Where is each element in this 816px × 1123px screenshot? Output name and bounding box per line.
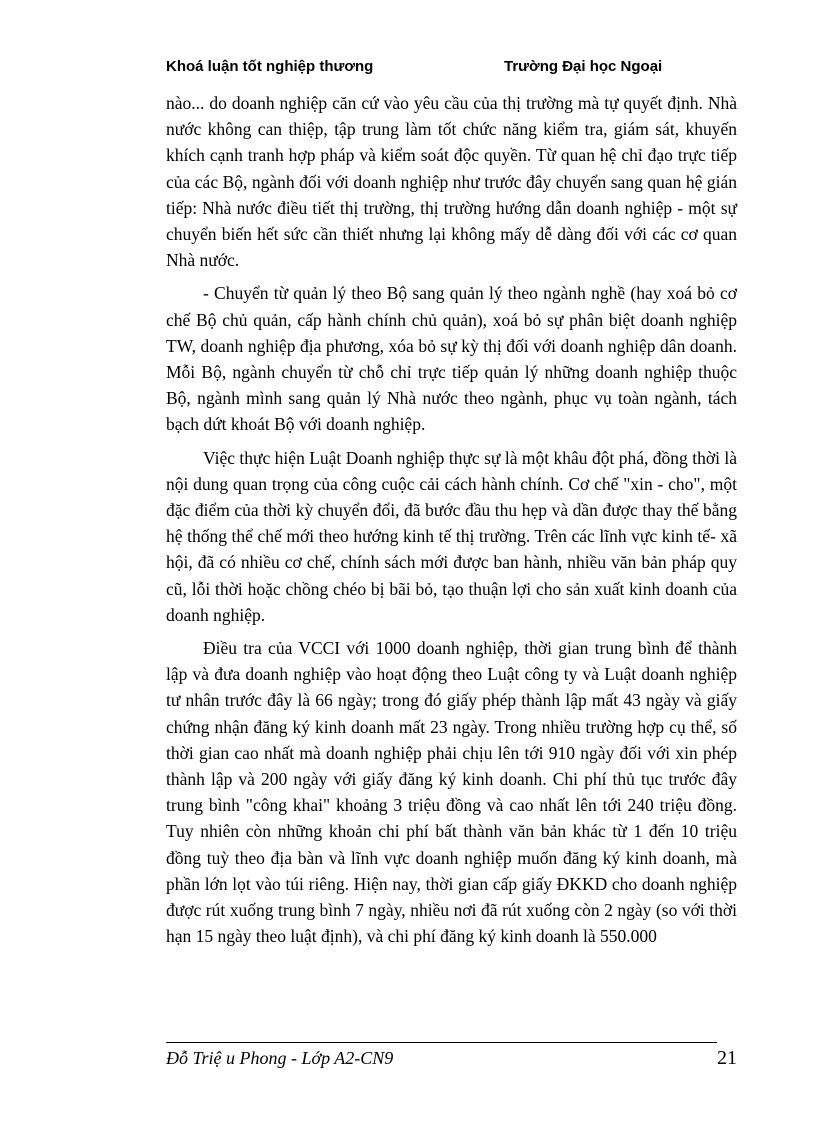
paragraph: Điều tra của VCCI với 1000 doanh nghiệp, thời gian trung bình để thành lập và đưa doanh nghiệp vào hoạt động theo Luật công ty và Luật doanh nghiệp tư nhân trước đây là 66 ngày; trong đó giấy phép thành lập mất 43 ngày và giấy chứng nhận đăng ký kinh doanh mất 23 ngày. Trong nhiều trường hợp cụ thể, số thời gian cao nhất mà doanh nghiệp phải chịu lên tới 910 ngày đối với xin phép thành lập và 200 ngày với giấy đăng ký kinh doanh. Chi phí thủ tục trước đây trung bình "công khai" khoảng 3 triệu đồng và cao nhất lên tới 240 triệu đồng. Tuy nhiên còn những khoản chi phí bất thành văn bản khác từ 1 đến 10 triệu đồng tuỳ theo địa bàn và lĩnh vực doanh nghiệp muốn đăng ký kinh doanh, mà phần lớn lọt vào túi riêng. Hiện nay, thời gian cấp giấy ĐKKD cho doanh nghiệp được rút xuống trung bình 7 ngày, nhiều nơi đã rút xuống còn 2 ngày (so với thời hạn 15 ngày theo luật định), và chi phí đăng ký kinh doanh là 550.000 — [166, 638, 737, 947]
paragraph: - Chuyển từ quản lý theo Bộ sang quản lý theo ngành nghề (hay xoá bỏ cơ chế Bộ chủ quản, cấp hành chính chủ quản), xoá bỏ sự phân biệt doanh nghiệp TW, doanh nghiệp địa phương, xóa bỏ sự kỳ thị đối với doanh nghiệp dân doanh. Mỗi Bộ, ngành chuyển từ chỗ chỉ trực tiếp quản lý những doanh nghiệp thuộc Bộ, ngành mình sang quản lý Nhà nước theo ngành, phục vụ toàn ngành, tách bạch dứt khoát Bộ với doanh nghiệp. — [166, 283, 737, 435]
paragraph: Việc thực hiện Luật Doanh nghiệp thực sự là một khâu đột phá, đồng thời là nội dung quan trọng của công cuộc cải cách hành chính. Cơ chế "xin - cho", một đặc điểm của thời kỳ chuyển đổi, đã bước đầu thu hẹp và dần được thay thế bằng hệ thống thể chế mới theo hướng kinh tế thị trường. Trên các lĩnh vực kinh tế- xã hội, đã có nhiều cơ chế, chính sách mới được ban hành, nhiều văn bản pháp quy cũ, lỗi thời hoặc chồng chéo bị bãi bỏ, tạo thuận lợi cho sản xuất kinh doanh của doanh nghiệp. — [166, 447, 737, 625]
page-footer — [166, 1047, 737, 1069]
document-body — [166, 90, 737, 957]
footer-divider — [166, 1042, 717, 1043]
header-thesis-title: Khoá luận tốt nghiệp thương — [166, 58, 374, 75]
header-university: Trường Đại học Ngoại — [504, 58, 663, 75]
paragraph: nào... do doanh nghiệp căn cứ vào yêu cầu của thị trường mà tự quyết định. Nhà nước không can thiệp, tập trung làm tốt chức năng kiểm tra, giám sát, khuyến khích cạnh tranh hợp pháp và kiểm soát độc quyền. Từ quan hệ chỉ đạo trực tiếp của các Bộ, ngành đối với doanh nghiệp như trước đây chuyển sang quan hệ gián tiếp: Nhà nước điều tiết thị trường, thị trường hướng dẫn doanh nghiệp - một sự chuyển biến hết sức cần thiết nhưng lại không mấy dễ dàng đối với các cơ quan Nhà nước. — [166, 93, 737, 271]
footer-author: Đỗ Triệ u Phong - Lớp A2-CN9 — [166, 1048, 394, 1068]
page-number: 21 — [717, 1047, 737, 1069]
